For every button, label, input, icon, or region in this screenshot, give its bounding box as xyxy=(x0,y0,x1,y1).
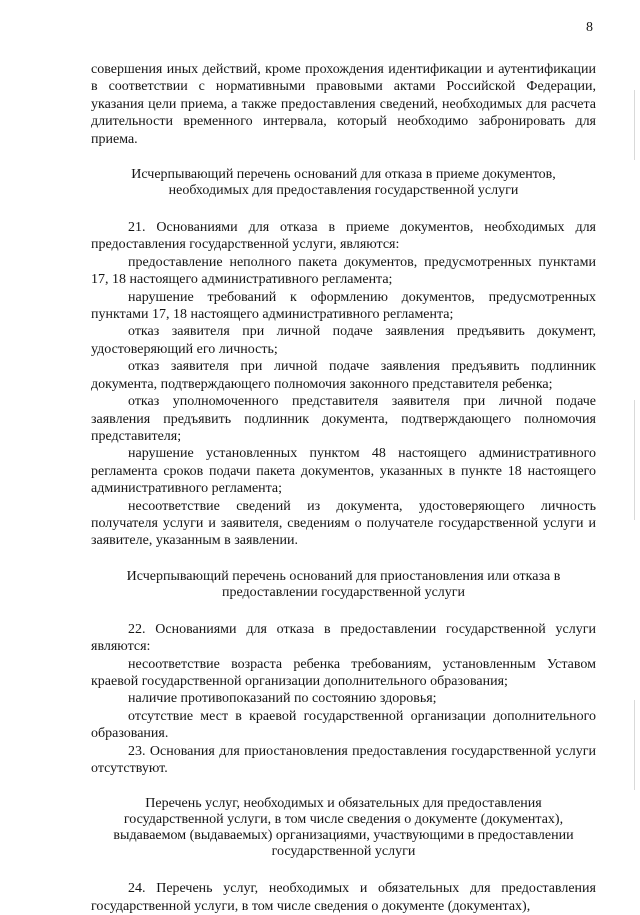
scan-edge-line xyxy=(634,700,635,790)
paragraph-24: 24. Перечень услуг, необходимых и обязательных для предоставления государственной услуги, в том числе сведения о документе (документах), xyxy=(91,881,596,914)
list-item: отказ уполномоченного представителя заявителя при личной подаче заявления предъявить подлинник документа, подтверждающего полномочия представителя; xyxy=(91,394,596,444)
paragraph-21: 21. Основаниями для отказа в приеме документов, необходимых для предоставления государственной услуги, являются: xyxy=(91,220,596,253)
page-body xyxy=(91,61,596,915)
list-item: несоответствие сведений из документа, удостоверяющего личность получателя услуги и заявителя, сведениям о получателе государственной услуги и заявителе, указанным в заявлении. xyxy=(91,498,596,549)
list-item: отсутствие мест в краевой государственной организации дополнительного образования. xyxy=(91,708,596,742)
list-item: нарушение установленных пунктом 48 настоящего административного регламента сроков подачи пакета документов, указанных в пункте 18 настоящего административного регламента; xyxy=(91,446,596,497)
list-item: нарушение требований к оформлению документов, предусмотренных пунктами 17, 18 настоящего административного регламента; xyxy=(91,289,596,323)
scan-edge-line xyxy=(634,90,635,160)
list-item: наличие противопоказаний по состоянию здоровья; xyxy=(128,691,437,707)
list-item: несоответствие возраста ребенка требованиям, установленным Уставом краевой государственной организации дополнительного образования; xyxy=(91,656,596,689)
section-heading-refusal-acceptance: Исчерпывающий перечень оснований для отказа в приеме документов, необходимых для предоставления государственной услуги xyxy=(131,167,556,199)
section-heading-required-services: Перечень услуг, необходимых и обязательных для предоставления государственной услуги, в том числе сведения о документе (документах), выдаваемом (выдаваемых) организациями, участвующими в предоставлении государственной услуги xyxy=(113,796,574,860)
page-number: 8 xyxy=(586,20,593,35)
list-item: отказ заявителя при личной подаче заявления предъявить подлинник документа, подтверждающего полномочия законного представителя ребенка; xyxy=(91,359,596,392)
section-heading-suspension-refusal: Исчерпывающий перечень оснований для приостановления или отказа в предоставлении государственной услуги xyxy=(126,568,561,600)
list-item: отказ заявителя при личной подаче заявления предъявить документ, удостоверяющий его личность; xyxy=(91,324,596,357)
intro-paragraph: совершения иных действий, кроме прохождения идентификации и аутентификации в соответствии с нормативными правовыми актами Российской Федерации, указания цели приема, а также предоставления сведений, необходимых для расчета длительности временного интервала, который необходимо забронировать для приема. xyxy=(91,62,596,147)
paragraph-22: 22. Основаниями для отказа в предоставлении государственной услуги являются: xyxy=(91,621,596,655)
paragraph-23: 23. Основания для приостановления предоставления государственной услуги отсутствуют. xyxy=(91,743,596,776)
scan-edge-line xyxy=(634,400,635,520)
list-item: предоставление неполного пакета документов, предусмотренных пунктами 17, 18 настоящего административного регламента; xyxy=(91,254,596,288)
